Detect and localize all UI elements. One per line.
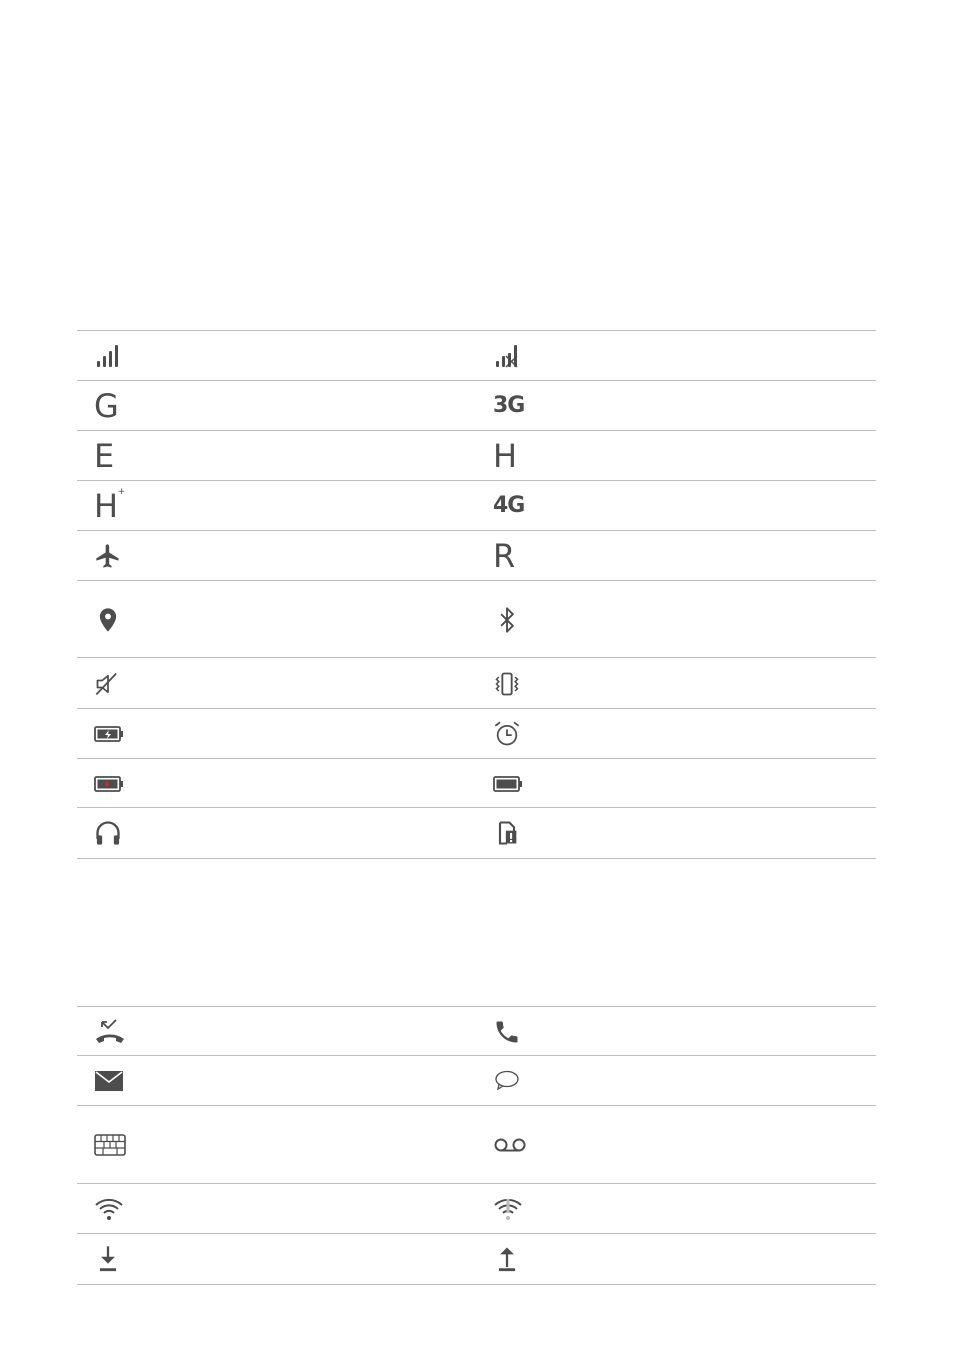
table-row	[77, 807, 876, 859]
table-cell	[493, 759, 523, 808]
table-cell	[94, 759, 124, 808]
table-row	[77, 1183, 876, 1234]
table-cell	[94, 331, 120, 381]
4g-network-icon: 4G	[493, 493, 525, 518]
table-cell	[94, 808, 122, 858]
table-row	[77, 708, 876, 759]
table-row	[77, 380, 876, 431]
table-cell	[493, 481, 524, 531]
downloading-icon	[94, 1244, 122, 1274]
location-icon	[94, 606, 122, 634]
table-row	[77, 530, 876, 581]
table-row	[77, 758, 876, 808]
table-cell	[94, 1106, 126, 1184]
new-message-icon	[493, 1068, 521, 1094]
3g-network-icon: 3G	[493, 393, 525, 418]
wifi-available-icon	[94, 1196, 124, 1222]
new-email-icon	[94, 1070, 124, 1092]
table-cell	[94, 381, 118, 431]
hspa-network-icon: H	[493, 437, 517, 475]
call-in-progress-icon	[493, 1018, 521, 1046]
table-cell	[493, 381, 524, 431]
table-row	[77, 1055, 876, 1106]
table-cell	[493, 1106, 527, 1184]
voicemail-icon	[493, 1136, 527, 1154]
table-cell	[493, 658, 521, 709]
table-cell	[493, 331, 519, 381]
hspa-plus-network-icon	[94, 487, 125, 525]
table-cell	[94, 1184, 124, 1234]
table-cell	[493, 1056, 521, 1106]
battery-full-icon	[493, 774, 523, 794]
table-cell	[493, 1184, 523, 1234]
table-cell	[493, 1234, 521, 1284]
headset-icon	[94, 819, 122, 847]
airplane-mode-icon	[94, 542, 122, 570]
hspa-plus-letter: H	[94, 487, 118, 525]
hspa-plus-sign: +	[117, 487, 125, 497]
table-row	[77, 1006, 876, 1056]
alarm-icon	[493, 720, 521, 748]
table-cell	[94, 1234, 122, 1284]
vibration-mode-icon	[493, 670, 521, 698]
table-cell	[94, 658, 122, 709]
roaming-icon: R	[493, 537, 515, 575]
table-cell	[94, 1056, 124, 1106]
table-row	[77, 1233, 876, 1285]
edge-network-icon: E	[94, 437, 114, 475]
keyboard-icon	[94, 1133, 126, 1157]
silent-mode-icon	[94, 670, 122, 698]
table-row	[77, 480, 876, 531]
uploading-icon	[493, 1244, 521, 1274]
table-cell	[493, 1007, 521, 1056]
table-cell	[94, 531, 122, 581]
table-cell	[94, 431, 114, 481]
table-cell	[94, 1007, 126, 1056]
table-row	[77, 430, 876, 481]
table-cell	[94, 709, 124, 759]
gprs-network-icon: G	[94, 387, 119, 425]
table-row	[77, 580, 876, 658]
battery-charging-icon	[94, 724, 124, 744]
bluetooth-icon	[493, 606, 521, 634]
table-cell	[94, 581, 122, 658]
wifi-no-internet-icon	[493, 1196, 523, 1222]
table-cell	[493, 808, 521, 858]
no-signal-icon	[493, 343, 519, 369]
table-cell	[94, 481, 125, 531]
table-cell	[493, 709, 521, 759]
table-row	[77, 1105, 876, 1184]
table-cell	[493, 581, 521, 658]
signal-strength-icon	[94, 343, 120, 369]
table-row	[77, 657, 876, 709]
table-cell	[493, 431, 517, 481]
no-sim-card-icon	[493, 819, 521, 847]
battery-low-icon	[94, 774, 124, 794]
missed-call-icon	[94, 1018, 126, 1046]
table-cell	[493, 531, 515, 581]
table-row	[77, 330, 876, 381]
